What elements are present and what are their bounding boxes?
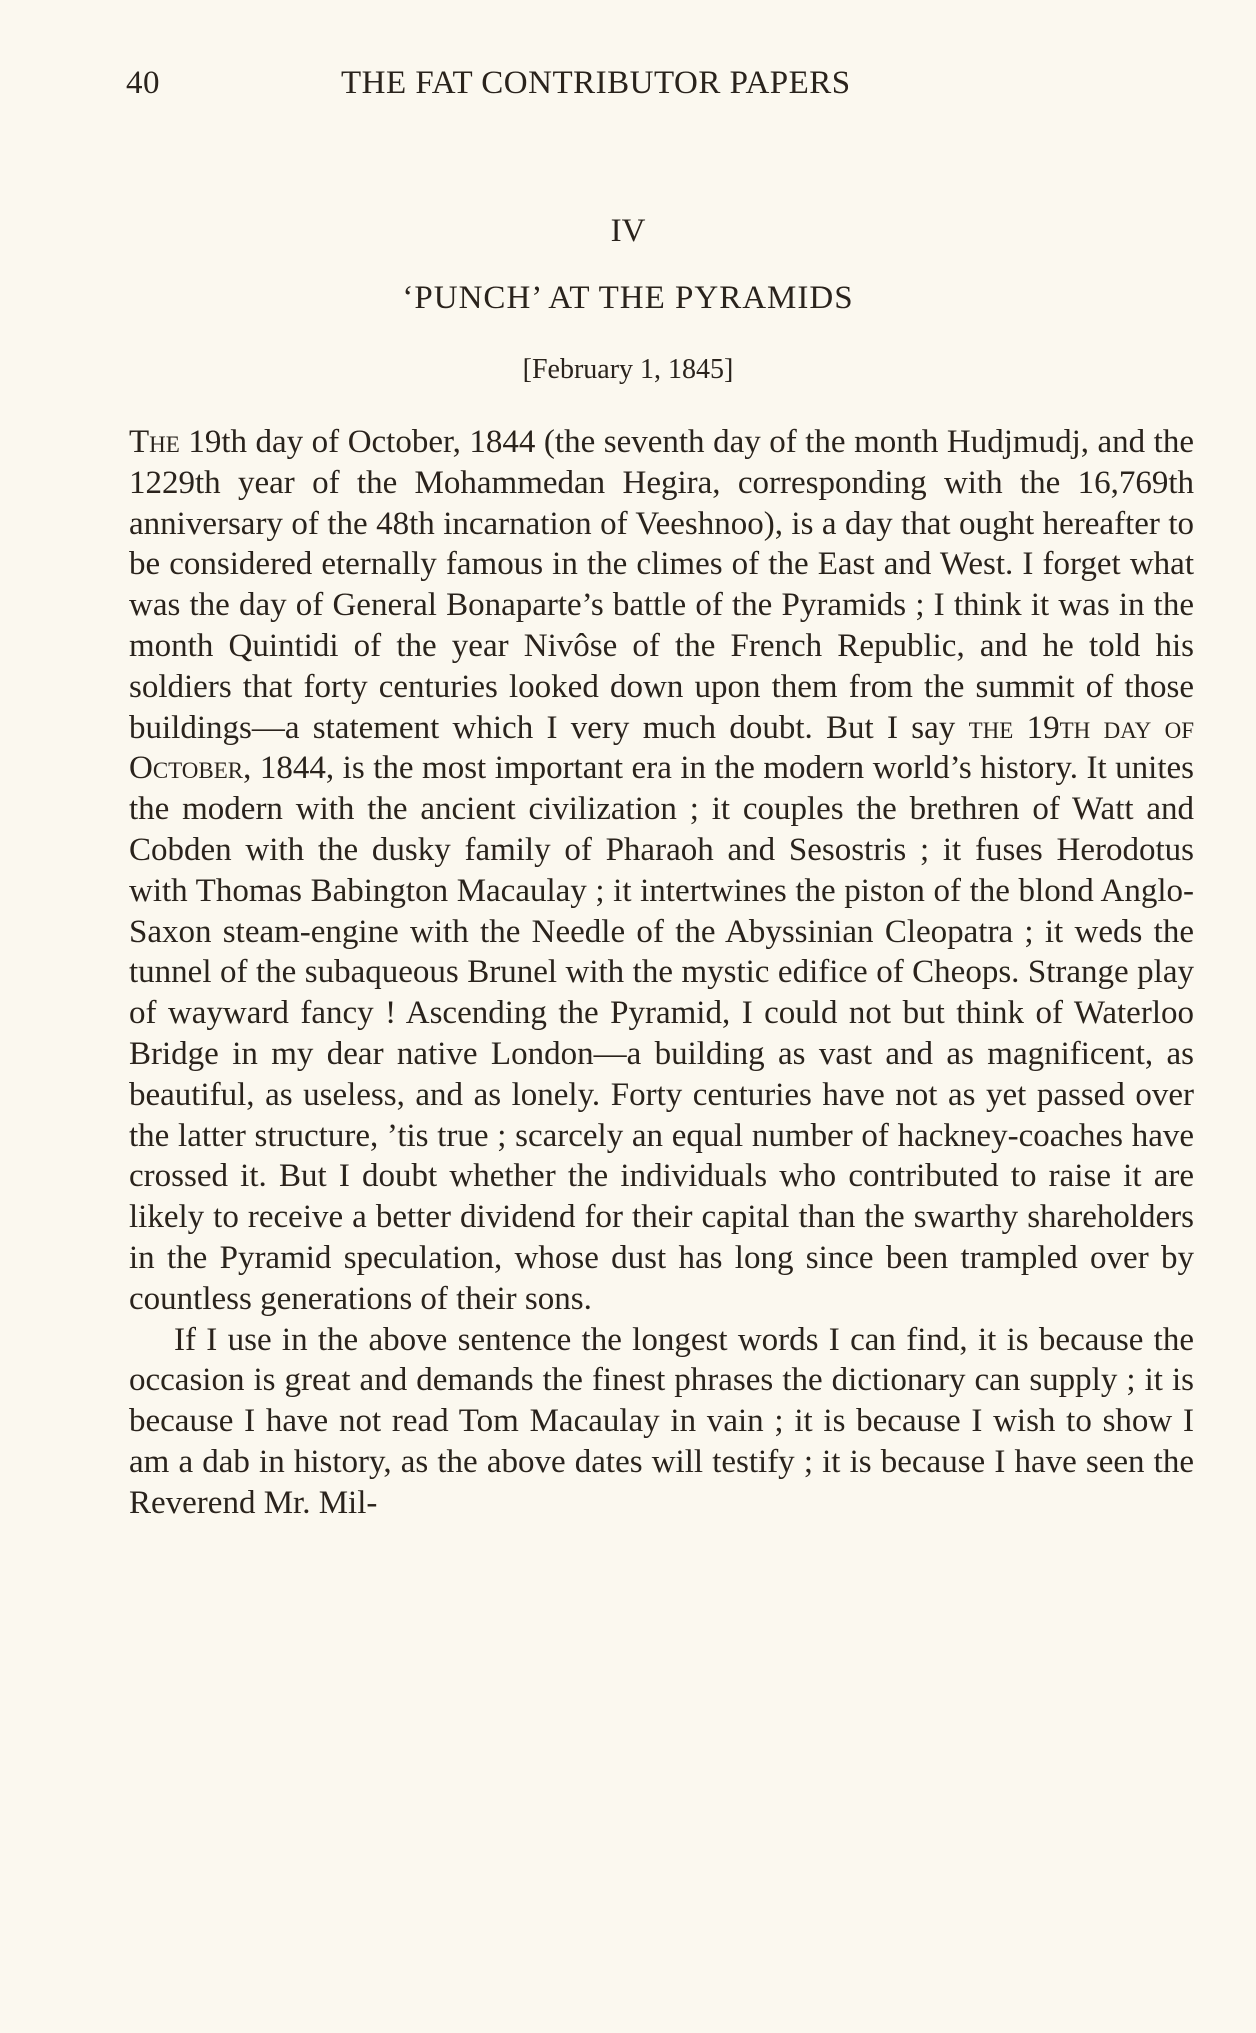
lead-word: The xyxy=(129,424,180,460)
body-text xyxy=(129,422,1194,1524)
paragraph-2: If I use in the above sentence the longest words I can find, it is because the occasion is great and demands the finest phrases the dictionary can supply ; it is because I have not read Tom Macaulay in vain ; it is because I wish to show I am a dab in history, as the above dates will testify ; it is because I have seen the Reverend Mr. Mil- xyxy=(129,1321,1194,1521)
chapter-number: IV xyxy=(610,213,646,249)
paragraph-1 xyxy=(129,422,1194,1320)
page-number: 40 xyxy=(126,65,160,101)
paragraph-1-text-b: , 1844, is the most important era in the modern world’s history. It unites the modern with the ancient civilization ; it couples the brethren of Watt and Cobden with the dusky family of Pharaoh and Sesostris ; it fuses Herodotus with Thomas Babington Macaulay ; it intertwines the piston of the blond Anglo-Saxon steam-engine with the Needle of the Abyssinian Cleopatra ; it weds the tunnel of the subaqueous Brunel with the mystic edifice of Cheops. Strange play of wayward fancy ! Ascending the Pyramid, I could not but think of Waterloo Bridge in my dear native London—a building as vast and as magnificent, as beautiful, as useless, and as lonely. Forty centuries have not as yet passed over the latter structure, ’tis true ; scarcely an equal number of hackney-coaches have crossed it. But I doubt whether the individuals who contributed to raise it are likely to receive a better dividend for their capital than the swarthy shareholders in the Pyramid speculation, whose dust has long since been trampled over by countless generations of their sons. xyxy=(129,750,1194,1317)
chapter-title: ‘PUNCH’ AT THE PYRAMIDS xyxy=(402,280,854,316)
running-head xyxy=(126,60,1196,106)
chapter-date: [February 1, 1845] xyxy=(522,354,734,385)
paragraph-1-text-a: 19th day of October, 1844 (the seventh day of the month Hudjmudj, and the 1229th year of the Mohammedan Hegira, corresponding with the 16,769th anniversary of the 48th incarnation of Veeshnoo), is a day that ought hereafter to be considered eternally famous in the climes of the East and West. I forget what was the day of General Bonaparte’s battle of the Pyramids ; I think it was in the month Quintidi of the year Nivôse of the French Republic, and he told his soldiers that forty centuries looked down upon them from the summit of those buildings—a statement which I very much doubt. But I say xyxy=(129,424,1194,746)
date-emphasis: the 19th day of October xyxy=(129,709,1194,787)
running-title: THE FAT CONTRIBUTOR PAPERS xyxy=(341,65,851,101)
